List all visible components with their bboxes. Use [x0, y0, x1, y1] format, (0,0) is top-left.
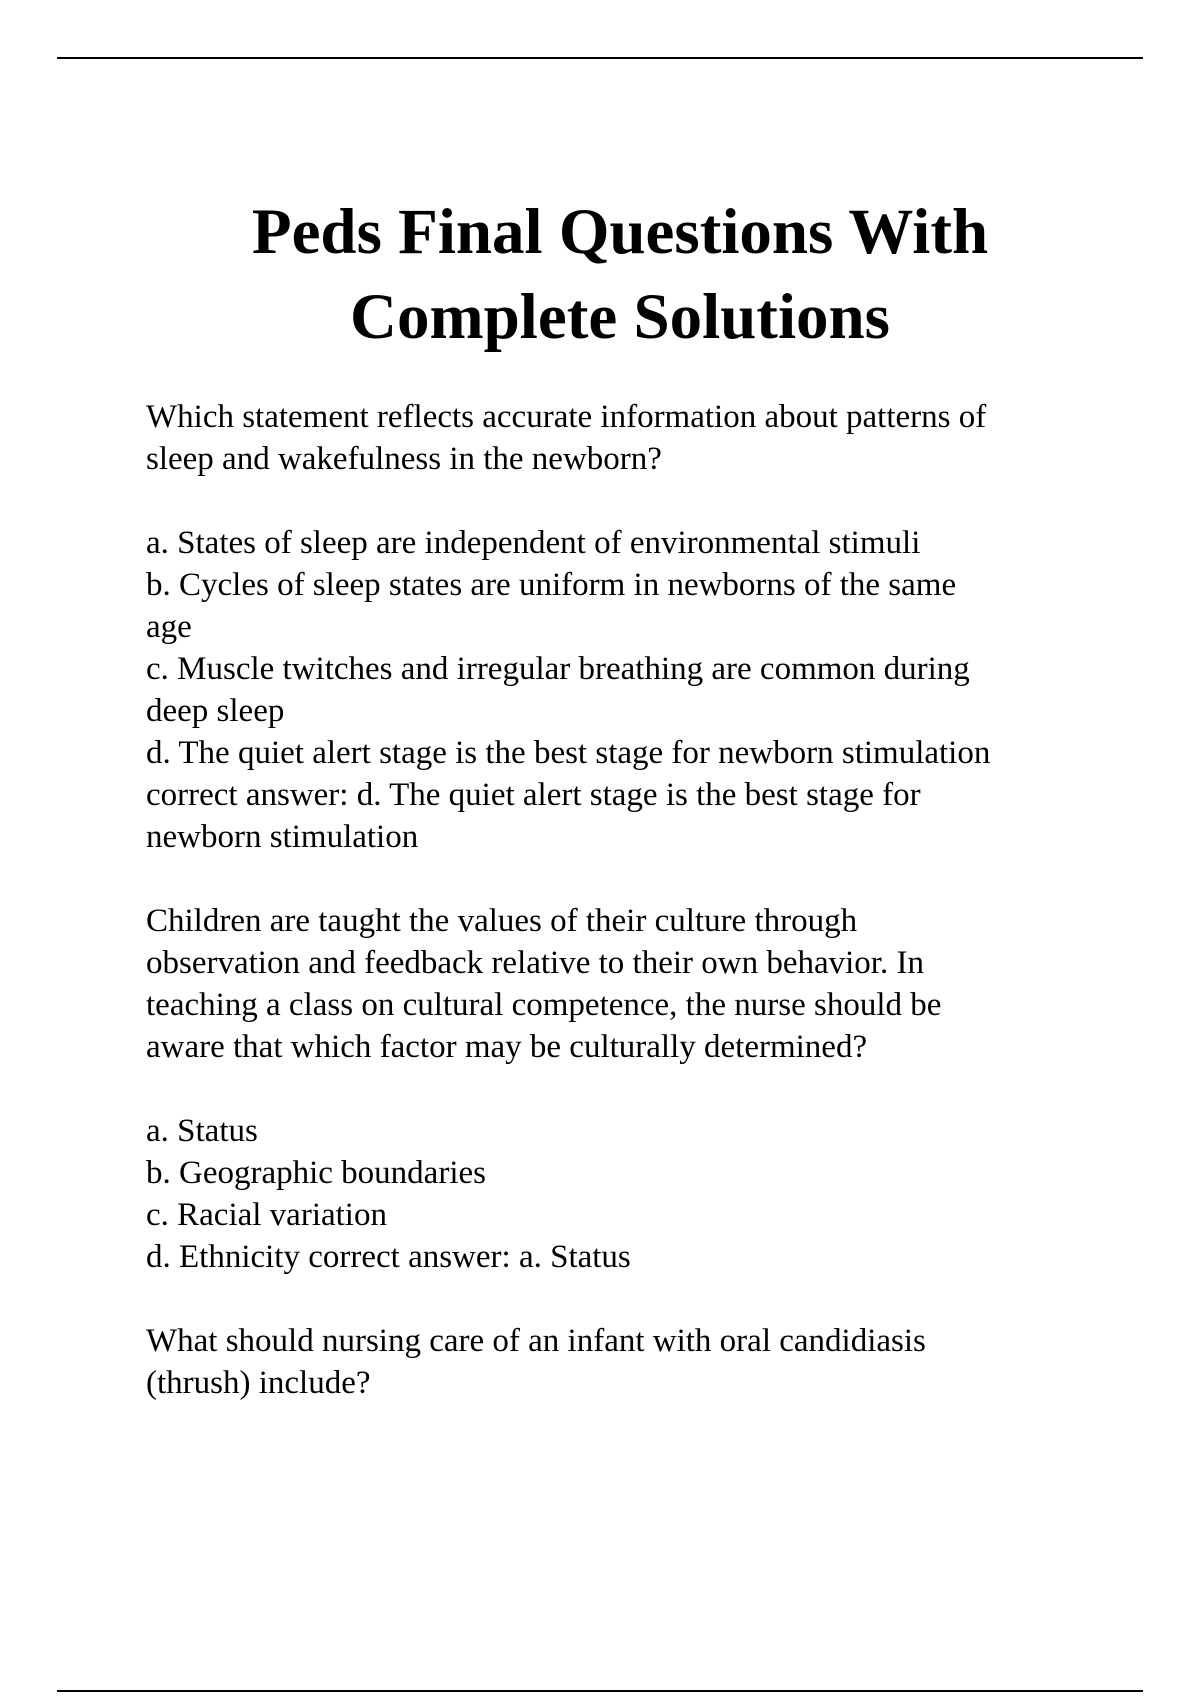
option-line: a. States of sleep are independent of environmental stimuli — [146, 525, 921, 561]
question-stem — [146, 1320, 1106, 1404]
bottom-rule — [57, 1690, 1143, 1692]
question-stem — [146, 900, 1106, 1068]
spacer — [146, 1068, 1106, 1110]
answer-options — [146, 522, 1106, 858]
spacer — [146, 480, 1106, 522]
stem-line: Children are taught the values of their culture through — [146, 903, 858, 939]
stem-line: aware that which factor may be culturally determined? — [146, 1029, 868, 1065]
option-line: c. Muscle twitches and irregular breathing are common during — [146, 651, 970, 687]
stem-line: teaching a class on cultural competence, the nurse should be — [146, 987, 942, 1023]
document-title — [100, 190, 1140, 360]
stem-line: observation and feedback relative to their own behavior. In — [146, 945, 924, 981]
option-line: deep sleep — [146, 693, 285, 729]
correct-answer-line: d. Ethnicity correct answer: a. Status — [146, 1239, 631, 1275]
title-line: Peds Final Questions With — [251, 196, 989, 268]
option-line: b. Geographic boundaries — [146, 1155, 486, 1191]
option-line: d. The quiet alert stage is the best stage for newborn stimulation — [146, 735, 991, 771]
option-line: age — [146, 609, 192, 645]
stem-line: sleep and wakefulness in the newborn? — [146, 441, 662, 477]
correct-answer-line: newborn stimulation — [146, 819, 419, 855]
option-line: a. Status — [146, 1113, 258, 1149]
stem-line: (thrush) include? — [146, 1365, 371, 1401]
answer-options — [146, 1110, 1106, 1278]
spacer — [146, 1278, 1106, 1320]
stem-line: What should nursing care of an infant with oral candidiasis — [146, 1323, 926, 1359]
question-block — [146, 396, 1106, 858]
option-line: b. Cycles of sleep states are uniform in newborns of the same — [146, 567, 957, 603]
title-line: Complete Solutions — [350, 281, 890, 353]
question-block — [146, 1320, 1106, 1404]
spacer — [146, 858, 1106, 900]
correct-answer-line: correct answer: d. The quiet alert stage is the best stage for — [146, 777, 921, 813]
option-line: c. Racial variation — [146, 1197, 387, 1233]
question-list — [146, 396, 1106, 1404]
stem-line: Which statement reflects accurate information about patterns of — [146, 399, 987, 435]
question-block — [146, 900, 1106, 1278]
question-stem — [146, 396, 1106, 480]
top-rule — [57, 57, 1143, 59]
